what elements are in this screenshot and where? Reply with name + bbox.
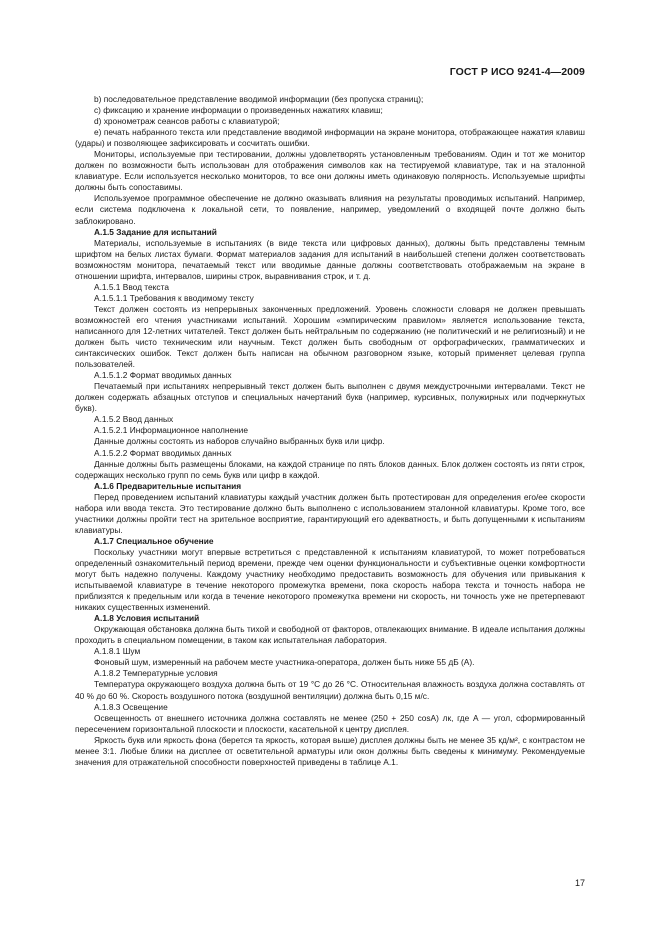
document-body bbox=[75, 94, 585, 768]
paragraph: Освещенность от внешнего источника должна составлять не менее (250 + 250 cosA) лк, где A — угол, сформированный пересечением горизонтальной плоскости и плоскости, касательной к центру дисплея. bbox=[75, 712, 585, 734]
paragraph: А.1.8.2 Температурные условия bbox=[94, 668, 218, 679]
paragraph: Яркость букв или яркость фона (берется та яркость, которая выше) дисплея должны быть не менее 35 кд/м², с контрастом не менее 3:1. Любые блики на дисплее от осветительной арматуры или окон должны быть сведены к минимуму. Рекомендуемые значения для отражательной способности поверхностей приведены в таблице А.1. bbox=[75, 734, 585, 767]
paragraph: А.1.5.2 Ввод данных bbox=[94, 414, 174, 425]
paragraph: Используемое программное обеспечение не должно оказывать влияния на результаты проводимых испытаний. Например, если система подключена к локальной сети, то появление, например, уведомлений о входящей почте должно быть заблокировано. bbox=[75, 193, 585, 226]
page-number: 17 bbox=[574, 878, 585, 888]
paragraph: Мониторы, используемые при тестировании, должны удовлетворять установленным требованиям. Один и тот же монитор должен по возможности быть использован для отображения символов как на тестируемой клавиатуре, так и на эталонной клавиатуре. Если используется несколько мониторов, то все они должны иметь одинаковую полярность. Используемые шрифты должны быть сопоставимы. bbox=[75, 149, 585, 193]
paragraph: Данные должны быть размещены блоками, на каждой странице по пять блоков данных. Блок должен состоять из пяти строк, содержащих несколько групп по семь букв или цифр в каждой. bbox=[75, 458, 585, 480]
paragraph: А.1.5.2.2 Формат вводимых данных bbox=[94, 447, 232, 458]
section-heading: А.1.5 Задание для испытаний bbox=[94, 226, 217, 237]
paragraph: Фоновый шум, измеренный на рабочем месте участника-оператора, должен быть ниже 55 дБ (А). bbox=[94, 657, 475, 668]
paragraph: А.1.5.1.2 Формат вводимых данных bbox=[94, 370, 232, 381]
paragraph: А.1.8.1 Шум bbox=[94, 646, 141, 657]
paragraph: А.1.5.1.1 Требования к вводимому тексту bbox=[94, 292, 254, 303]
paragraph: А.1.5.2.1 Информационное наполнение bbox=[94, 425, 248, 436]
paragraph: А.1.5.1 Ввод текста bbox=[94, 281, 169, 292]
section-heading: А.1.7 Специальное обучение bbox=[94, 535, 214, 546]
document-header: ГОСТ Р ИСО 9241-4—2009 bbox=[449, 66, 585, 78]
section-heading: А.1.8 Условия испытаний bbox=[94, 613, 200, 624]
paragraph: e) печать набранного текста или представление вводимой информации на экране монитора, отображающее нажатия клавиш (удары) и позволяющее зафиксировать и сосчитать ошибки. bbox=[75, 127, 585, 149]
paragraph: Окружающая обстановка должна быть тихой и свободной от факторов, отвлекающих внимание. В идеале испытания должны проходить в специальном помещении, в таком как испытательная лаборатория. bbox=[75, 624, 585, 646]
paragraph: Поскольку участники могут впервые встретиться с представленной к испытаниям клавиатурой, то может потребоваться определенный ознакомительный период времени, прежде чем оценки функциональности и субъективные оценки комфортности могут быть надежно получены. Каждому участнику необходимо предоставить возможность для обучения или привыкания к испытываемой клавиатуре в течение некоторого промежутка времени, пока скорость набора текста и точность набора не приблизятся к предельным или когда в течение некоторого промежутка времени ни скорость, ни точность уже не претерпевают никаких существенных изменений. bbox=[75, 546, 585, 613]
paragraph: А.1.8.3 Освещение bbox=[94, 701, 168, 712]
paragraph: c) фиксацию и хранение информации о произведенных нажатиях клавиш; bbox=[94, 105, 383, 116]
paragraph: Печатаемый при испытаниях непрерывный текст должен быть выполнен с двумя междустрочными интервалами. Текст не должен содержать абзацных отступов и специальных начертаний букв (например, курсивных, полужирных или подчеркнутых букв). bbox=[75, 381, 585, 414]
section-heading: А.1.6 Предварительные испытания bbox=[94, 480, 242, 491]
paragraph: Перед проведением испытаний клавиатуры каждый участник должен быть протестирован для определения его/ее скорости набора или ввода текста. Это тестирование должно быть выполнено с использованием эталонной клавиатуры. Кроме того, все участники должны пройти тест на зрительное восприятие, гарантирующий его адекватность, и быть допущенными к испытаниям клавиатуры. bbox=[75, 491, 585, 535]
paragraph: Температура окружающего воздуха должна быть от 19 °С до 26 °С. Относительная влажность воздуха должна составлять от 40 % до 60 %. Скорость воздушного потока (воздушной вентиляции) должна быть 0,15 м/с. bbox=[75, 679, 585, 701]
paragraph: d) хронометраж сеансов работы с клавиатурой; bbox=[94, 116, 280, 127]
paragraph: Текст должен состоять из непрерывных законченных предложений. Уровень сложности словаря не должен превышать возможностей его чтения участниками испытаний. Хорошим «эмпирическим правилом» является использование текста, написанного для 12-летних читателей. Текст должен быть нейтральным по содержанию (не политический и не религиозный) и не должен быть чисто техническим или научным. Текст должен быть свободным от орфографических, грамматических и синтаксических ошибок. Текст должен быть написан на обычном разговорном языке, который применяет целевая группа пользователей. bbox=[75, 303, 585, 370]
paragraph: Материалы, используемые в испытаниях (в виде текста или цифровых данных), должны быть представлены темным шрифтом на белых листах бумаги. Формат материалов задания для испытаний в наибольшей степени должен соответствовать возможностям монитора, печатаемый текст или вводимые данные должны соответствовать отображаемым на экране в отношении шрифта, интервалов, ширины строк, выравнивания строк, и т. д. bbox=[75, 237, 585, 281]
paragraph: b) последовательное представление вводимой информации (без пропуска страниц); bbox=[94, 94, 424, 104]
paragraph: Данные должны состоять из наборов случайно выбранных букв или цифр. bbox=[94, 436, 385, 447]
